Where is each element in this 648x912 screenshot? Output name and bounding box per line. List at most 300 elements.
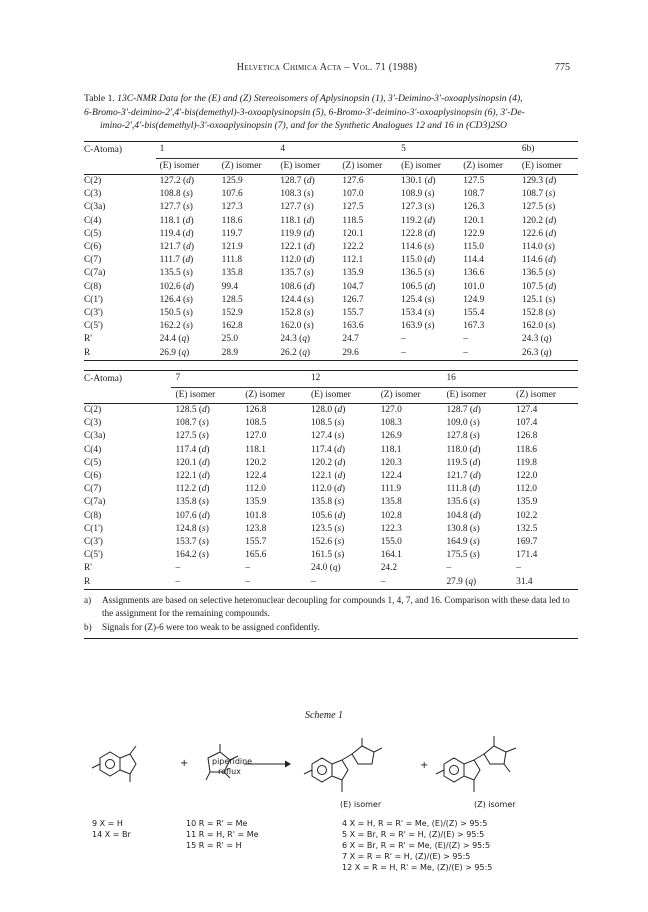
t2-value-cell: 127.4 (s) [310,431,345,442]
shift-value: 106.5 [401,281,423,292]
table-row [84,215,578,228]
t2-value-cell [510,562,578,575]
shift-value: 163.9 [401,321,423,332]
shift-value: 112.0 [280,255,302,266]
t1-value-cell: 108.3 (s) [280,189,314,200]
t1-value-cell: 120.2 (d) [521,215,557,226]
t1-value-cell [457,294,518,307]
multiplicity: s [548,268,553,279]
t2-value-cell: 122.1 (d) [175,471,210,482]
footnote-a-mark: a) [84,595,92,605]
shift-value: 117.4 [310,444,332,455]
t1-value-cell: 108.8 (s) [159,189,193,200]
multiplicity: d [472,484,477,495]
shift-value: 136.5 [521,268,544,279]
shift-value: 99.4 [221,281,239,292]
shift-value: 122.8 [401,228,423,239]
t2-value-cell: 164.2 (s) [175,550,209,561]
shift-value: 108.6 [280,281,302,292]
t1-subhead-5: (Z) isomer [457,159,518,175]
table-caption [84,92,578,133]
caption-line-3: imino-2',4'-bis(demethyl)-3'-oxoaplysinopsin (7), and for the Synthetic Analogues 12 and 16 in (CD3)2SO [100,120,507,132]
t2-value-cell [510,523,578,536]
shift-value: 129.3 [521,176,544,186]
t1-group-0: 1 [156,142,277,159]
t2-value-cell: 127.5 (s) [175,431,209,442]
table-row [84,267,578,280]
t1-subhead-3: (Z) isomer [336,159,397,175]
shift-value: 135.8 [310,497,333,508]
table-row [84,307,578,320]
multiplicity: d [202,405,207,415]
shift-value: 108.7 [521,189,544,200]
shift-value: 108.8 [159,189,181,200]
shift-value: 128.0 [310,405,333,415]
shift-value: 127.4 [310,431,333,442]
shift-value: 112.1 [342,255,364,266]
t2-value-cell [239,496,307,509]
t2-value-cell: 111.8 (d) [446,484,481,495]
t2-value-cell: 108.7 (s) [175,418,209,429]
t2-value-cell: 117.4 (d) [310,444,345,455]
reagent-piperidine: piperidine [212,757,253,766]
t2-value-cell: 127.8 (s) [446,431,480,442]
shift-value: – [380,576,386,587]
multiplicity: s [186,308,190,319]
shift-value: 127.5 [175,431,197,442]
shift-value: 101.8 [245,510,267,521]
t1-value-cell [457,201,518,214]
t2-value-cell: 119.5 (d) [446,457,481,468]
t1-value-cell [216,215,277,228]
t2-value-cell: 128.0 (d) [310,405,346,415]
shift-value: 171.4 [516,550,538,561]
multiplicity: s [473,497,477,508]
t2-col-header: C-Atoma) [84,371,171,388]
multiplicity: q [181,334,187,345]
shift-value: 120.1 [342,228,364,239]
t1-value-cell: 121.7 (d) [159,242,194,253]
t2-value-cell [375,576,443,590]
t2-atom-label: R' [84,563,92,574]
multiplicity: d [473,510,478,521]
product-4: 4 X = H, R = R' = Me, (E)/(Z) > 95:5 [342,819,488,828]
shift-value: 124.8 [175,523,197,534]
t2-value-cell [171,562,239,575]
shift-value: 107.6 [175,510,197,521]
t2-value-cell [307,576,375,590]
t2-value-cell [239,510,307,523]
plus-sign-1: + [180,758,189,769]
multiplicity: d [427,176,433,186]
shift-value: 111.7 [159,255,180,266]
shift-value: 107.0 [342,189,364,200]
shift-value: 29.6 [342,347,359,358]
multiplicity: s [202,431,206,442]
shift-value: – [175,576,181,587]
t1-value-cell [336,241,397,254]
multiplicity: d [337,471,343,482]
multiplicity: d [185,255,191,266]
product-7: 7 X = R = R' = H, (Z)/(E) > 95:5 [342,852,471,861]
t2-value-cell: 128.7 (d) [446,405,481,415]
shift-value: – [245,576,250,587]
multiplicity: d [337,457,343,468]
t1-value-cell [397,347,457,361]
shift-value: 135.9 [245,497,267,508]
shift-value: 135.5 [159,268,181,279]
t2-value-cell: 121.7 (d) [446,471,481,482]
shift-value: 164.2 [175,550,197,561]
t2-value-cell [510,430,578,443]
shift-value: 118.1 [245,444,266,455]
t1-value-cell: 24.3 (q) [521,334,552,345]
table-row [84,510,578,523]
t2-value-cell: 128.5 (d) [175,405,210,415]
shift-value: 121.9 [221,242,243,253]
shift-value: 108.3 [280,189,302,200]
t2-value-cell: 118.0 (d) [446,444,481,455]
t1-value-cell [457,241,518,254]
shift-value: 120.1 [463,215,485,226]
multiplicity: d [201,444,207,455]
t1-subhead-1: (Z) isomer [216,159,277,175]
t2-value-cell [239,536,307,549]
multiplicity: s [548,308,553,319]
t2-value-cell [510,510,578,523]
table-row [84,294,578,307]
shift-value: 31.4 [516,576,533,587]
t2-subhead-blank [84,388,171,404]
t2-value-cell: 161.5 (s) [310,550,345,561]
t2-subhead-5: (Z) isomer [510,388,578,404]
t1-atom-label: C(5') [84,321,103,332]
z-isomer-label: (Z) isomer [474,800,516,809]
shift-value: 126.8 [516,431,538,442]
t2-value-cell: 122.1 (d) [310,471,346,482]
shift-value: – [516,563,521,574]
t1-value-cell: 107.5 (d) [521,281,557,292]
shift-value: 135.9 [342,268,364,279]
t1-value-cell: 135.7 (s) [280,268,314,279]
t1-value-cell [216,294,277,307]
table-row [84,496,578,509]
t2-value-cell: 107.6 (d) [175,510,210,521]
multiplicity: d [202,510,207,521]
shift-value: 165.6 [245,550,267,561]
shift-value: 126.9 [380,431,402,442]
multiplicity: d [186,176,191,186]
t1-value-cell: 130.1 (d) [401,176,436,186]
footnote-b-text: Signals for (Z)-6 were too weak to be assigned confidently. [102,622,320,632]
shift-value: 120.2 [310,457,333,468]
multiplicity: q [302,334,307,345]
table-row [84,417,578,430]
shift-value: 132.5 [516,523,538,534]
t2-value-cell [375,444,443,457]
multiplicity: s [427,202,432,213]
t2-atom-label: C(7a) [84,497,106,508]
table-row [84,430,578,443]
shift-value: 127.3 [221,202,243,213]
t1-atom-label: R' [84,334,92,345]
shift-value: 153.4 [401,308,423,319]
table-row [84,201,578,214]
multiplicity: d [185,228,191,239]
t1-value-cell [336,215,397,228]
t1-value-cell: 26.9 (q) [156,347,216,361]
t1-value-cell: 152.8 (s) [521,308,556,319]
table-row [84,254,578,267]
shift-value: 119.7 [221,228,243,239]
shift-value: 122.0 [516,471,538,482]
shift-value: 24.3 [280,334,297,345]
t1-value-cell: 127.3 (s) [401,202,435,213]
shift-value: 118.5 [342,215,364,226]
shift-value: 105.6 [310,510,333,521]
shift-value: 130.1 [401,176,423,186]
shift-value: 128.7 [446,405,468,415]
multiplicity: d [473,405,478,415]
shift-value: 152.8 [280,308,302,319]
t2-value-cell [510,404,578,418]
table-row [84,228,578,241]
multiplicity: s [306,294,311,305]
shift-value: 119.9 [280,228,302,239]
shift-value: 118.1 [159,215,181,226]
caption-label: Table 1. [84,93,115,104]
t2-value-cell: 120.1 (d) [175,457,210,468]
t1-value-cell [457,175,518,189]
start-indole-list [92,818,131,840]
shift-value: 122.3 [380,523,402,534]
shift-value: 121.7 [159,242,181,253]
shift-value: 124.9 [463,294,485,305]
shift-value: 126.8 [245,405,267,415]
t2-value-cell [239,549,307,562]
z-isomer-structure [436,736,516,792]
t1-value-cell: 162.0 (s) [280,321,314,332]
journal-title: Helvetica Chimica Acta – Vol. 71 (1988) [236,62,418,73]
multiplicity: s [427,268,432,279]
shift-value: 155.4 [463,308,485,319]
t2-value-cell [375,562,443,575]
t2-value-cell [442,562,510,575]
t1-value-cell: 24.4 (q) [159,334,190,345]
multiplicity: d [548,215,554,226]
t1-value-cell: 150.5 (s) [159,308,193,319]
t1-atom-label: C(6) [84,242,102,253]
shift-value: 112.0 [310,484,332,495]
multiplicity: d [427,255,433,266]
t1-value-cell: 111.7 (d) [159,255,194,266]
t1-value-cell: 162.0 (s) [521,321,556,332]
t1-value-cell [216,320,277,333]
hydantoin-11: 11 R = H, R' = Me [186,830,259,839]
t1-value-cell [336,228,397,241]
multiplicity: q [543,347,549,358]
t1-value-cell: 127.5 (s) [521,202,556,213]
shift-value: 24.2 [380,563,398,574]
t2-group-0: 7 [171,371,306,388]
t2-value-cell [239,444,307,457]
multiplicity: s [186,189,190,200]
t1-value-cell: 136.5 (s) [401,268,435,279]
multiplicity: d [186,281,191,292]
multiplicity: s [337,550,342,561]
product-list [342,818,492,873]
t2-value-cell: 135.8 (s) [175,497,209,508]
e-isomer-structure [304,738,382,792]
shift-value: 102.8 [380,510,402,521]
multiplicity: s [186,321,190,332]
t2-value-cell [510,496,578,509]
shift-value: 119.5 [446,457,468,468]
multiplicity: q [468,576,473,587]
t1-value-cell: 108.9 (s) [401,189,435,200]
multiplicity: d [472,457,478,468]
shift-value: 112.0 [516,484,537,495]
multiplicity: s [337,537,342,548]
t1-value-cell [336,320,397,333]
start-indole-14: 14 X = Br [92,830,131,839]
t2-atom-label: C(3a) [84,431,106,442]
multiplicity: s [473,550,477,561]
t1-value-cell [457,320,518,333]
shift-value: 109.0 [446,418,468,429]
t2-value-cell: 135.8 (s) [310,497,345,508]
t1-value-cell [457,347,518,361]
multiplicity: d [427,281,433,292]
table-row [84,470,578,483]
shift-value: 122.4 [380,471,402,482]
t1-value-cell: 135.5 (s) [159,268,193,279]
t2-value-cell [375,483,443,496]
shift-value: 122.9 [463,228,485,239]
t1-value-cell [216,201,277,214]
t2-atom-label: C(1') [84,523,103,534]
t2-value-cell: 27.9 (q) [442,576,510,590]
t1-value-cell: 163.9 (s) [401,321,435,332]
shift-value: 125.9 [221,176,243,186]
t2-value-cell [375,523,443,536]
shift-value: – [175,563,181,574]
t1-value-cell [336,294,397,307]
e-isomer-label: (E) isomer [340,800,382,809]
multiplicity: d [306,176,312,186]
multiplicity: s [202,418,206,429]
t1-value-cell [457,333,518,346]
shift-value: 108.5 [310,418,333,429]
multiplicity: s [427,294,432,305]
shift-value: 127.3 [401,202,423,213]
multiplicity: d [306,242,312,253]
t1-value-cell [216,241,277,254]
multiplicity: q [302,347,307,358]
table-row [84,281,578,294]
t1-value-cell [457,281,518,294]
shift-value: 115.0 [401,255,422,266]
table-row [84,457,578,470]
table-row [84,188,578,201]
t1-value-cell: 26.2 (q) [276,347,336,361]
table-row [84,562,578,575]
multiplicity: s [202,497,206,508]
t2-value-cell: 105.6 (d) [310,510,346,521]
multiplicity: d [548,228,554,239]
shift-value: 125.4 [401,294,423,305]
t1-value-cell: 115.0 (d) [401,255,436,266]
footnote-b [84,621,578,634]
multiplicity: s [306,308,311,319]
t1-value-cell [336,201,397,214]
table-row [84,483,578,496]
t2-group-1: 12 [307,371,442,388]
shift-value: 135.6 [446,497,468,508]
multiplicity: s [473,418,477,429]
t2-value-cell [375,430,443,443]
t1-atom-label: C(3') [84,308,103,319]
shift-value: 169.7 [516,537,538,548]
shift-value: 24.7 [342,334,359,345]
t1-value-cell: 122.6 (d) [521,228,557,239]
footnote-rule [84,638,578,639]
table-row [84,404,578,418]
shift-value: 127.8 [446,431,468,442]
shift-value: 155.7 [245,537,267,548]
t1-value-cell: 108.7 (s) [521,189,556,200]
t1-value-cell [457,267,518,280]
shift-value: 125.1 [521,294,544,305]
t1-value-cell [216,254,277,267]
t2-value-cell [171,576,239,590]
shift-value: 128.5 [175,405,197,415]
shift-value: 162.0 [521,321,544,332]
t1-group-1: 4 [276,142,397,159]
t1-value-cell [336,333,397,346]
shift-value: 135.8 [221,268,243,279]
shift-value: – [245,563,250,574]
t1-value-cell [336,254,397,267]
multiplicity: s [548,321,553,332]
t1-value-cell: 127.7 (s) [280,202,314,213]
multiplicity: s [306,202,311,213]
t2-value-cell: 135.6 (s) [446,497,480,508]
t1-value-cell: 162.2 (s) [159,321,193,332]
shift-value: 123.8 [245,523,267,534]
t2-value-cell [510,457,578,470]
t2-value-cell [239,483,307,496]
shift-value: 155.0 [380,537,402,548]
multiplicity: s [427,308,432,319]
t2-value-cell: 117.4 (d) [175,444,210,455]
hydantoin-10: 10 R = R' = Me [186,819,248,828]
shift-value: 162.2 [159,321,181,332]
shift-value: 107.6 [221,189,243,200]
shift-value: 127.4 [516,405,538,415]
shift-value: 135.7 [280,268,302,279]
shift-value: 101.0 [463,281,485,292]
t1-value-cell: 112.0 (d) [280,255,315,266]
multiplicity: s [548,189,553,200]
shift-value: 126.4 [159,294,181,305]
shift-value: 152.9 [221,308,243,319]
shift-value: 164.1 [380,550,402,561]
multiplicity: s [306,268,311,279]
multiplicity: s [427,189,432,200]
shift-value: 127.2 [159,176,181,186]
shift-value: 118.1 [280,215,302,226]
